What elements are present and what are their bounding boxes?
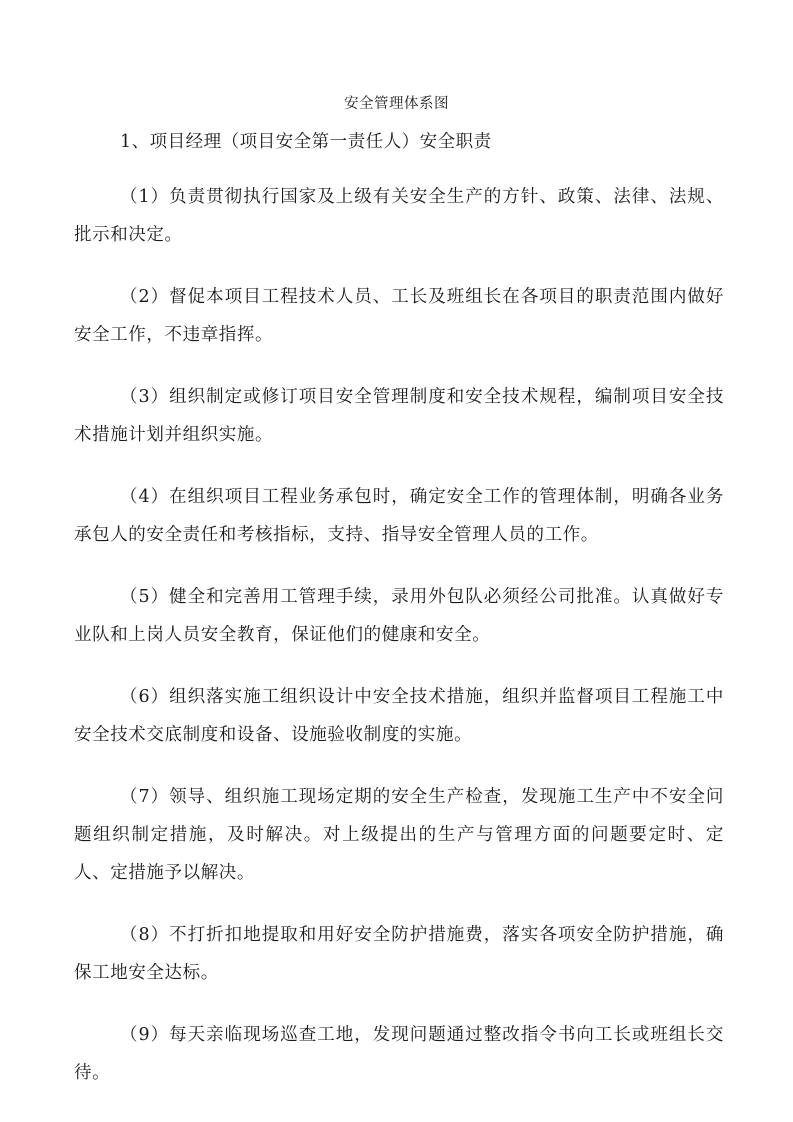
document-body: [74, 178, 724, 1116]
paragraph-7: （7）领导、组织施工现场定期的安全生产检查，发现施工生产中不安全问题组织制定措施，及时解决。对上级提出的生产与管理方面的问题要定时、定人、定措施予以解决。: [74, 787, 724, 883]
paragraph-6: （6）组织落实施工组织设计中安全技术措施，组织并监督项目工程施工中安全技术交底制度和设备、设施验收制度的实施。: [74, 687, 724, 745]
paragraph-5: （5）健全和完善用工管理手续，录用外包队必须经公司批准。认真做好专业队和上岗人员安全教育，保证他们的健康和安全。: [74, 587, 724, 645]
paragraph-3: （3）组织制定或修订项目安全管理制度和安全技术规程，编制项目安全技术措施计划并组织实施。: [74, 387, 724, 445]
paragraph-1: （1）负责贯彻执行国家及上级有关安全生产的方针、政策、法律、法规、批示和决定。: [74, 187, 724, 245]
section-heading: 1、项目经理（项目安全第一责任人）安全职责: [120, 132, 492, 152]
paragraph-8: （8）不打折扣地提取和用好安全防护措施费，落实各项安全防护措施，确保工地安全达标。: [74, 925, 724, 983]
document-title: 安全管理体系图: [344, 96, 449, 112]
paragraph-2: （2）督促本项目工程技术人员、工长及班组长在各项目的职责范围内做好安全工作，不违章指挥。: [74, 287, 724, 345]
paragraph-9: （9）每天亲临现场巡查工地，发现问题通过整改指令书向工长或班组长交待。: [74, 1025, 724, 1083]
paragraph-4: （4）在组织项目工程业务承包时，确定安全工作的管理体制，明确各业务承包人的安全责任和考核指标，支持、指导安全管理人员的工作。: [74, 487, 724, 545]
